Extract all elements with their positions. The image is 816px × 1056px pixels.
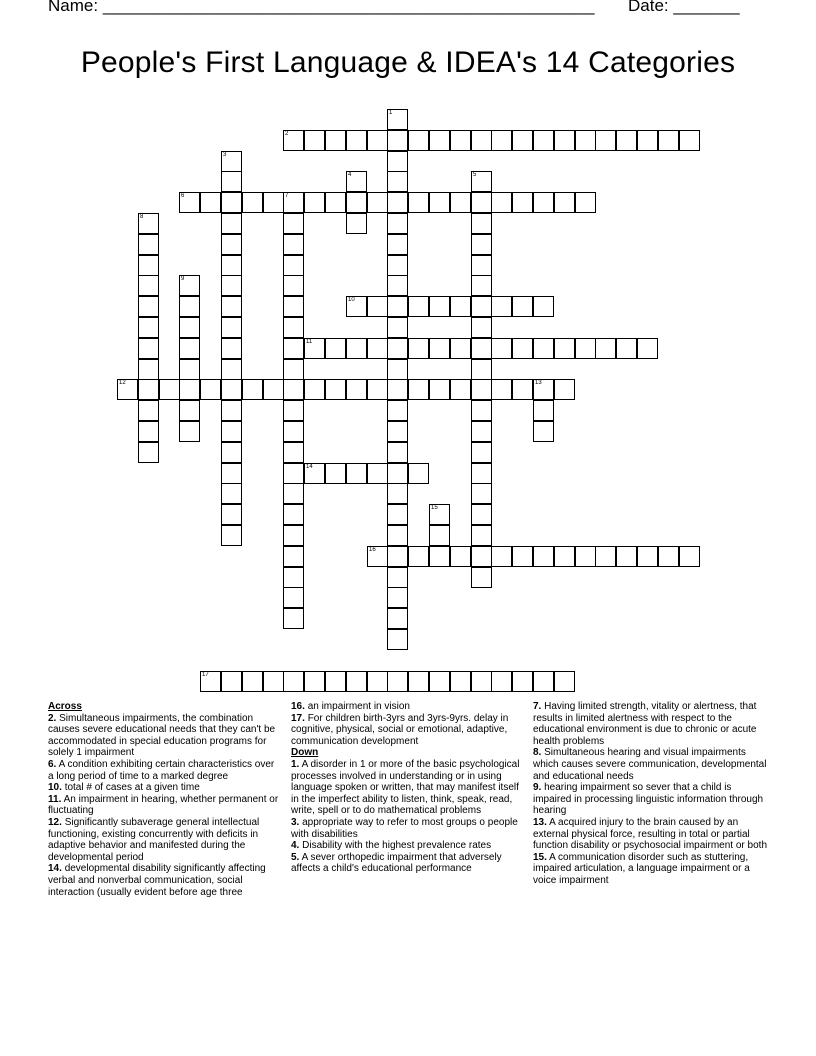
crossword-cell[interactable] — [471, 317, 492, 338]
clue-number: 7 — [285, 193, 289, 199]
crossword-cell[interactable] — [221, 275, 242, 296]
crossword-cell[interactable] — [367, 546, 388, 567]
crossword-cell[interactable] — [387, 671, 408, 692]
crossword-cell[interactable] — [554, 338, 575, 359]
clue-number: 8 — [140, 214, 144, 220]
crossword-cell[interactable] — [387, 525, 408, 546]
crossword-cell[interactable] — [263, 192, 284, 213]
crossword-cell[interactable] — [138, 275, 159, 296]
crossword-cell[interactable] — [200, 379, 221, 400]
crossword-cell[interactable] — [200, 671, 221, 692]
crossword-cell[interactable] — [117, 379, 138, 400]
crossword-cell[interactable] — [325, 338, 346, 359]
crossword-cell[interactable] — [512, 130, 533, 151]
crossword-cell[interactable] — [554, 192, 575, 213]
crossword-cell[interactable] — [138, 296, 159, 317]
crossword-cell[interactable] — [471, 234, 492, 255]
crossword-cell[interactable] — [283, 463, 304, 484]
clue-number: 17 — [202, 672, 209, 678]
crossword-cell[interactable] — [221, 296, 242, 317]
crossword-cell[interactable] — [387, 317, 408, 338]
crossword-cell[interactable] — [304, 130, 325, 151]
crossword-cell[interactable] — [138, 255, 159, 276]
crossword-cell[interactable] — [575, 130, 596, 151]
crossword-cell[interactable] — [367, 463, 388, 484]
crossword-cell[interactable] — [138, 213, 159, 234]
crossword-cell[interactable] — [512, 338, 533, 359]
crossword-cell[interactable] — [471, 213, 492, 234]
crossword-cell[interactable] — [471, 442, 492, 463]
crossword-cell[interactable] — [159, 379, 180, 400]
crossword-cell[interactable] — [346, 463, 367, 484]
crossword-cell[interactable] — [221, 483, 242, 504]
crossword-cell[interactable] — [283, 379, 304, 400]
crossword-cell[interactable] — [450, 671, 471, 692]
clue-down-15: 15. A communication disorder such as stuttering, impaired articulation, a language impairment or a voice impairment — [533, 851, 750, 886]
crossword-cell[interactable] — [387, 213, 408, 234]
crossword-cell[interactable] — [595, 338, 616, 359]
crossword-cell[interactable] — [450, 130, 471, 151]
crossword-cell[interactable] — [221, 421, 242, 442]
crossword-cell[interactable] — [283, 275, 304, 296]
crossword-cell[interactable] — [429, 525, 450, 546]
crossword-cell[interactable] — [471, 171, 492, 192]
crossword-cell[interactable] — [221, 359, 242, 380]
crossword-cell[interactable] — [679, 130, 700, 151]
crossword-cell[interactable] — [387, 400, 408, 421]
crossword-cell[interactable] — [533, 671, 554, 692]
crossword-cell[interactable] — [616, 130, 637, 151]
page-title: People's First Language & IDEA's 14 Categories — [80, 46, 736, 79]
crossword-cell[interactable] — [138, 338, 159, 359]
clue-number: 4 — [348, 172, 352, 178]
crossword-cell[interactable] — [283, 213, 304, 234]
crossword-cell[interactable] — [283, 504, 304, 525]
crossword-cell[interactable] — [367, 130, 388, 151]
crossword-cell[interactable] — [533, 192, 554, 213]
crossword-cell[interactable] — [450, 546, 471, 567]
crossword-cell[interactable] — [325, 379, 346, 400]
crossword-cell[interactable] — [471, 130, 492, 151]
clue-across-6: 6. A condition exhibiting certain characteristics over a long period of time to a marked degree — [48, 758, 275, 782]
crossword-cell[interactable] — [325, 463, 346, 484]
clue-down-4: 4. Disability with the highest prevalence rates — [291, 840, 492, 852]
crossword-cell[interactable] — [283, 421, 304, 442]
down-heading: Down — [291, 747, 319, 759]
crossword-cell[interactable] — [367, 192, 388, 213]
crossword-cell[interactable] — [304, 192, 325, 213]
crossword-cell[interactable] — [325, 671, 346, 692]
crossword-cell[interactable] — [387, 483, 408, 504]
crossword-cell[interactable] — [387, 234, 408, 255]
crossword-cell[interactable] — [304, 671, 325, 692]
crossword-cell[interactable] — [554, 130, 575, 151]
crossword-cell[interactable] — [450, 338, 471, 359]
crossword-cell[interactable] — [471, 504, 492, 525]
crossword-cell[interactable] — [471, 463, 492, 484]
crossword-cell[interactable] — [512, 546, 533, 567]
clue-number: 9 — [181, 276, 185, 282]
crossword-cell[interactable] — [283, 671, 304, 692]
crossword-cell[interactable] — [679, 546, 700, 567]
clue-across-10: 10. total # of cases at a given time — [48, 782, 200, 794]
crossword-cell[interactable] — [242, 192, 263, 213]
crossword-cell[interactable] — [533, 130, 554, 151]
crossword-cell[interactable] — [512, 379, 533, 400]
clue-across-11: 11. An impairment in hearing, whether permanent or fluctuating — [48, 793, 279, 817]
crossword-cell[interactable] — [387, 463, 408, 484]
crossword-cell[interactable] — [179, 275, 200, 296]
crossword-cell[interactable] — [367, 379, 388, 400]
crossword-cell[interactable] — [429, 379, 450, 400]
crossword-cell[interactable] — [387, 109, 408, 130]
crossword-cell[interactable] — [283, 442, 304, 463]
crossword-cell[interactable] — [138, 421, 159, 442]
crossword-cell[interactable] — [450, 379, 471, 400]
clue-number: 6 — [181, 193, 185, 199]
crossword-cell[interactable] — [512, 671, 533, 692]
crossword-cell[interactable] — [491, 192, 512, 213]
crossword-cell[interactable] — [346, 671, 367, 692]
crossword-cell[interactable] — [242, 671, 263, 692]
date-blank[interactable]: _______ — [673, 0, 740, 15]
crossword-cell[interactable] — [283, 255, 304, 276]
crossword-cell[interactable] — [179, 379, 200, 400]
crossword-cell[interactable] — [304, 463, 325, 484]
crossword-cell[interactable] — [179, 400, 200, 421]
crossword-cell[interactable] — [471, 296, 492, 317]
crossword-cell[interactable] — [408, 130, 429, 151]
clue-down-3: 3. appropriate way to refer to most groups o people with disabilities — [291, 816, 518, 840]
crossword-cell[interactable] — [471, 525, 492, 546]
crossword-cell[interactable] — [450, 296, 471, 317]
clue-down-1: 1. A disorder in 1 or more of the basic psychological processes involved in understanding or in using language spoken or written, that may manifest itself in the imperfect ability to listen, think, speak, read, write, spell or to do mathematical problems — [291, 758, 520, 817]
crossword-cell[interactable] — [138, 317, 159, 338]
crossword-cell[interactable] — [263, 379, 284, 400]
crossword-cell[interactable] — [138, 400, 159, 421]
crossword-cell[interactable] — [491, 671, 512, 692]
crossword-cell[interactable] — [179, 192, 200, 213]
crossword-cell[interactable] — [408, 546, 429, 567]
crossword-cell[interactable] — [533, 296, 554, 317]
crossword-cell[interactable] — [471, 546, 492, 567]
crossword-cell[interactable] — [283, 130, 304, 151]
crossword-cell[interactable] — [616, 338, 637, 359]
crossword-cell[interactable] — [429, 130, 450, 151]
crossword-cell[interactable] — [408, 463, 429, 484]
clue-number: 16 — [369, 547, 376, 553]
clue-number: 12 — [119, 380, 126, 386]
crossword-cell[interactable] — [221, 671, 242, 692]
crossword-cell[interactable] — [387, 567, 408, 588]
crossword-cell[interactable] — [387, 608, 408, 629]
crossword-cell[interactable] — [408, 296, 429, 317]
crossword-cell[interactable] — [200, 192, 221, 213]
crossword-cell[interactable] — [179, 338, 200, 359]
crossword-cell[interactable] — [283, 317, 304, 338]
clue-down-7: 7. Having limited strength, vitality or alertness, that results in limited alertness with respect to the educational environment is due to chronic or acute health problems — [533, 701, 757, 747]
crossword-cell[interactable] — [221, 151, 242, 172]
crossword-cell[interactable] — [471, 338, 492, 359]
crossword-cell[interactable] — [283, 567, 304, 588]
crossword-cell[interactable] — [471, 671, 492, 692]
clue-number: 5 — [473, 172, 477, 178]
crossword-cell[interactable] — [283, 546, 304, 567]
clues-column-3 — [533, 701, 767, 887]
clue-number: 14 — [306, 464, 313, 470]
crossword-cell[interactable] — [221, 379, 242, 400]
crossword-cell[interactable] — [221, 525, 242, 546]
crossword-cell[interactable] — [221, 442, 242, 463]
clue-across-12: 12. Significantly subaverage general intellectual functioning, existing concurrently with deficits in adaptive behavior and manifested during the developmental period — [48, 816, 260, 863]
crossword-cell[interactable] — [283, 608, 304, 629]
crossword-cell[interactable] — [387, 629, 408, 650]
crossword-cell[interactable] — [429, 546, 450, 567]
crossword-cell[interactable] — [471, 275, 492, 296]
crossword-cell[interactable] — [450, 192, 471, 213]
name-label: Name: — [48, 0, 99, 15]
clue-number: 15 — [431, 505, 438, 511]
crossword-cell[interactable] — [637, 130, 658, 151]
crossword-cell[interactable] — [533, 379, 554, 400]
crossword-cell[interactable] — [554, 546, 575, 567]
crossword-cell[interactable] — [491, 379, 512, 400]
crossword-cell[interactable] — [471, 421, 492, 442]
crossword-cell[interactable] — [325, 130, 346, 151]
crossword-cell[interactable] — [387, 275, 408, 296]
crossword-cell[interactable] — [491, 130, 512, 151]
crossword-cell[interactable] — [242, 379, 263, 400]
crossword-cell[interactable] — [512, 296, 533, 317]
crossword-cell[interactable] — [595, 546, 616, 567]
crossword-cell[interactable] — [575, 546, 596, 567]
across-heading: Across — [48, 701, 82, 712]
crossword-cell[interactable] — [491, 546, 512, 567]
crossword-cell[interactable] — [491, 296, 512, 317]
crossword-cell[interactable] — [221, 171, 242, 192]
crossword-cell[interactable] — [179, 359, 200, 380]
crossword-cell[interactable] — [429, 504, 450, 525]
crossword-cell[interactable] — [658, 546, 679, 567]
crossword-cell[interactable] — [283, 525, 304, 546]
crossword-cell[interactable] — [408, 338, 429, 359]
crossword-cell[interactable] — [387, 504, 408, 525]
crossword-cell[interactable] — [387, 171, 408, 192]
crossword-cell[interactable] — [575, 192, 596, 213]
crossword-cell[interactable] — [138, 442, 159, 463]
crossword-cell[interactable] — [283, 296, 304, 317]
clue-number: 1 — [389, 110, 393, 116]
clue-number: 11 — [306, 339, 313, 345]
crossword-cell[interactable] — [304, 379, 325, 400]
clue-down-9: 9. hearing impairment so sever that a child is impaired in processing linguistic information through hearing — [533, 782, 764, 817]
crossword-cell[interactable] — [512, 192, 533, 213]
date-label: Date: — [628, 0, 669, 15]
crossword-cell[interactable] — [387, 379, 408, 400]
crossword-cell[interactable] — [367, 296, 388, 317]
crossword-cell[interactable] — [221, 317, 242, 338]
crossword-cell[interactable] — [658, 130, 679, 151]
crossword-cell[interactable] — [346, 379, 367, 400]
clue-number: 3 — [223, 152, 227, 158]
crossword-cell[interactable] — [387, 338, 408, 359]
crossword-cell[interactable] — [138, 359, 159, 380]
crossword-cell[interactable] — [283, 400, 304, 421]
crossword-cell[interactable] — [283, 483, 304, 504]
crossword-cell[interactable] — [346, 296, 367, 317]
crossword-cell[interactable] — [221, 338, 242, 359]
crossword-cell[interactable] — [533, 338, 554, 359]
crossword-cell[interactable] — [387, 296, 408, 317]
crossword-cell[interactable] — [346, 338, 367, 359]
crossword-cell[interactable] — [221, 192, 242, 213]
crossword-cell[interactable] — [283, 192, 304, 213]
crossword-cell[interactable] — [637, 546, 658, 567]
crossword-cell[interactable] — [387, 130, 408, 151]
crossword-cell[interactable] — [138, 379, 159, 400]
crossword-cell[interactable] — [471, 379, 492, 400]
clue-across-16: 16. an impairment in vision — [291, 701, 410, 712]
crossword-cell[interactable] — [429, 296, 450, 317]
clue-across-17: 17. For children birth-3yrs and 3yrs-9yrs. delay in cognitive, physical, social or emotional, adaptive, communication development — [291, 712, 509, 747]
crossword-cell[interactable] — [179, 317, 200, 338]
crossword-cell[interactable] — [408, 192, 429, 213]
clue-across-14: 14. developmental disability significantly affecting verbal and nonverbal communication, social interaction (usually evident before age three — [48, 863, 266, 898]
crossword-cell[interactable] — [221, 255, 242, 276]
crossword-cell[interactable] — [387, 546, 408, 567]
crossword-cell[interactable] — [429, 671, 450, 692]
crossword-cell[interactable] — [179, 421, 200, 442]
crossword-cell[interactable] — [221, 400, 242, 421]
clues-column-1 — [48, 701, 282, 898]
crossword-cell[interactable] — [471, 400, 492, 421]
crossword-cell[interactable] — [346, 171, 367, 192]
crossword-cell[interactable] — [471, 567, 492, 588]
name-blank[interactable]: ____________________________________________________ — [102, 0, 595, 15]
crossword-cell[interactable] — [387, 192, 408, 213]
crossword-cell[interactable] — [221, 234, 242, 255]
crossword-cell[interactable] — [533, 400, 554, 421]
crossword-cell[interactable] — [387, 587, 408, 608]
clue-across-2: 2. Simultaneous impairments, the combination causes severe educational needs that they can't be accommodated in special education programs for solely 1 impairment — [48, 712, 276, 759]
crossword-cell[interactable] — [387, 151, 408, 172]
crossword-cell[interactable] — [179, 296, 200, 317]
crossword-cell[interactable] — [387, 255, 408, 276]
crossword-cell[interactable] — [263, 671, 284, 692]
crossword-cell[interactable] — [471, 255, 492, 276]
crossword-cell[interactable] — [325, 192, 346, 213]
crossword-cell[interactable] — [346, 130, 367, 151]
crossword-cell[interactable] — [367, 671, 388, 692]
crossword-cell[interactable] — [616, 546, 637, 567]
crossword-cell[interactable] — [387, 359, 408, 380]
crossword-cell[interactable] — [283, 587, 304, 608]
crossword-cell[interactable] — [533, 546, 554, 567]
clue-down-5: 5. A sever orthopedic impairment that adversely affects a child's educational performance — [291, 851, 502, 875]
clue-down-13: 13. A acquired injury to the brain caused by an external physical force, resulting in total or partial function disability or psychosocial impairment or both — [533, 816, 767, 852]
crossword-cell[interactable] — [554, 671, 575, 692]
crossword-cell[interactable] — [283, 234, 304, 255]
crossword-cell[interactable] — [408, 379, 429, 400]
crossword-cell[interactable] — [221, 504, 242, 525]
crossword-cell[interactable] — [221, 463, 242, 484]
crossword-cell[interactable] — [471, 192, 492, 213]
crossword-cell[interactable] — [138, 234, 159, 255]
crossword-cell[interactable] — [491, 338, 512, 359]
clue-down-8: 8. Simultaneous hearing and visual impairments which causes severe communication, developmental and educational needs — [533, 747, 767, 782]
crossword-cell[interactable] — [387, 442, 408, 463]
clue-number: 10 — [348, 297, 355, 303]
crossword-cell[interactable] — [221, 213, 242, 234]
crossword-cell[interactable] — [387, 421, 408, 442]
crossword-cell[interactable] — [283, 338, 304, 359]
crossword-cell[interactable] — [283, 359, 304, 380]
crossword-cell[interactable] — [637, 338, 658, 359]
crossword-cell[interactable] — [429, 192, 450, 213]
crossword-cell[interactable] — [471, 483, 492, 504]
crossword-cell[interactable] — [595, 130, 616, 151]
crossword-cell[interactable] — [575, 338, 596, 359]
crossword-cell[interactable] — [367, 338, 388, 359]
crossword-cell[interactable] — [554, 379, 575, 400]
crossword-cell[interactable] — [346, 213, 367, 234]
clue-number: 13 — [535, 380, 542, 386]
crossword-cell[interactable] — [346, 192, 367, 213]
clue-number: 2 — [285, 131, 289, 137]
clues-column-2 — [291, 701, 525, 875]
crossword-cell[interactable] — [429, 338, 450, 359]
crossword-cell[interactable] — [304, 338, 325, 359]
crossword-cell[interactable] — [408, 671, 429, 692]
crossword-cell[interactable] — [471, 359, 492, 380]
crossword-cell[interactable] — [533, 421, 554, 442]
